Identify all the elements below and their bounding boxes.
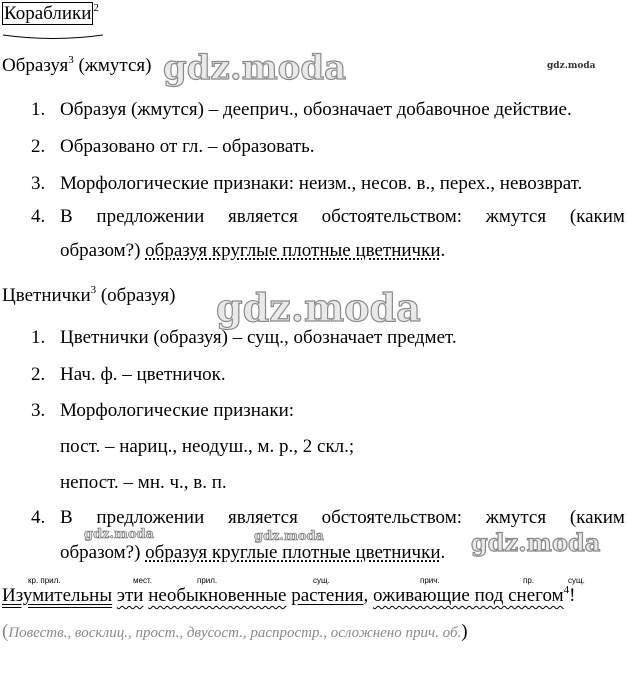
item-number: 1. xyxy=(31,99,46,120)
s1-heading xyxy=(2,55,151,77)
watermark-1: gdz.moda xyxy=(163,48,347,88)
item-number: 3. xyxy=(31,173,46,194)
analysis-line xyxy=(2,621,468,643)
label-pronoun: мест. xyxy=(133,576,152,585)
s1-item-2 xyxy=(31,136,315,158)
word: (каким xyxy=(569,206,625,227)
line2-end: . xyxy=(440,240,446,261)
watermark-4: gdz.moda xyxy=(84,527,155,542)
word: является xyxy=(228,507,298,528)
line2-pre: образом?) xyxy=(60,240,141,261)
item-text: Цветнички (образуя) – сущ., обозначает предмет. xyxy=(60,327,457,348)
watermark-3: gdz.moda xyxy=(216,285,421,330)
item-number: 4. xyxy=(31,206,46,227)
s1-item-4 xyxy=(31,206,625,228)
subject: растения xyxy=(291,585,364,606)
s2-heading-word: Цветнички xyxy=(2,285,91,306)
item-text: Морфологические признаки: неизм., несов. в., перех., невозврат. xyxy=(60,173,583,194)
word: жмутся xyxy=(485,507,547,528)
s1-heading-tail: (жмутся) xyxy=(78,55,152,76)
analysis-text: Повеств., восклиц., прост., двусост., распростр., осложнено прич. об. xyxy=(8,625,462,641)
s2-item-2 xyxy=(31,364,226,386)
word: жмутся xyxy=(485,206,547,227)
label-short-adj: кр. прил. xyxy=(28,576,61,585)
word: обстоятельством: xyxy=(321,507,462,528)
word: обстоятельством: xyxy=(321,206,462,227)
s1-item-4-line2 xyxy=(60,240,445,262)
title-arc xyxy=(2,27,104,30)
paren-close: ) xyxy=(461,621,468,642)
line2-pre: образом?) xyxy=(60,542,141,563)
s2-item-3 xyxy=(31,400,294,422)
word: является xyxy=(228,206,298,227)
paren-open: ( xyxy=(2,621,9,642)
comma: , xyxy=(363,585,369,606)
exclamation: ! xyxy=(569,585,576,606)
item-number: 2. xyxy=(31,136,46,157)
watermark-6: gdz.moda xyxy=(471,528,601,557)
adverbial-phrase: образуя круглые плотные цветнички xyxy=(145,240,441,261)
s2-item-1 xyxy=(31,327,457,349)
title-word: Кораблики xyxy=(4,3,92,24)
word: предложении xyxy=(96,206,205,227)
word: В xyxy=(60,206,73,227)
title-line xyxy=(2,3,99,25)
title-sup: 2 xyxy=(93,2,99,14)
s2-item-4 xyxy=(31,507,625,529)
s1-item-1 xyxy=(31,99,572,121)
s2-heading-tail: (образуя) xyxy=(100,285,176,306)
adverbial-phrase: образуя круглые плотные цветнички xyxy=(145,542,441,563)
item-text: Образовано от гл. – образовать. xyxy=(60,136,315,157)
line2-end: . xyxy=(440,542,446,563)
word: предложении xyxy=(96,507,205,528)
item-number: 4. xyxy=(31,507,46,528)
predicate: Изумительны xyxy=(2,585,113,606)
attribute-2: необыкновенные xyxy=(148,585,287,606)
word: (каким xyxy=(569,507,625,528)
label-noun-2: сущ. xyxy=(568,576,585,585)
sentence-sup: 4 xyxy=(563,584,570,596)
item-number: 1. xyxy=(31,327,46,348)
participial-phrase: оживающие под снегом xyxy=(372,585,564,606)
arc-icon xyxy=(2,34,104,40)
s1-item-3 xyxy=(31,173,582,195)
s1-item-4-line1 xyxy=(60,206,625,228)
item-text: Морфологические признаки: xyxy=(60,400,295,421)
word: В xyxy=(60,507,73,528)
item-number: 2. xyxy=(31,364,46,385)
label-noun-1: сущ. xyxy=(313,576,330,585)
watermark-2: gdz.moda xyxy=(547,61,596,71)
item-number: 3. xyxy=(31,400,46,421)
label-prep: пр. xyxy=(523,576,535,585)
sentence xyxy=(2,585,575,607)
watermark-5: gdz.moda xyxy=(254,529,325,544)
s2-item-4-line2 xyxy=(60,542,445,564)
s1-heading-sup: 3 xyxy=(68,54,74,66)
s1-heading-word: Образуя xyxy=(2,55,69,76)
s2-heading-sup: 3 xyxy=(90,284,97,296)
s2-heading xyxy=(2,285,176,307)
item-text: Образуя (жмутся) – дееприч., обозначает добавочное действие. xyxy=(60,99,572,120)
item-text: Нач. ф. – цветничок. xyxy=(60,364,226,385)
s2-item-4-line1 xyxy=(60,507,625,529)
label-adj: прил. xyxy=(197,576,218,585)
s2-permanent: пост. – нариц., неодуш., м. р., 2 скл.; xyxy=(60,436,355,457)
s2-nonpermanent: непост. – мн. ч., в. п. xyxy=(60,472,227,493)
attribute-1: эти xyxy=(116,585,144,606)
label-participle: прич. xyxy=(420,576,440,585)
